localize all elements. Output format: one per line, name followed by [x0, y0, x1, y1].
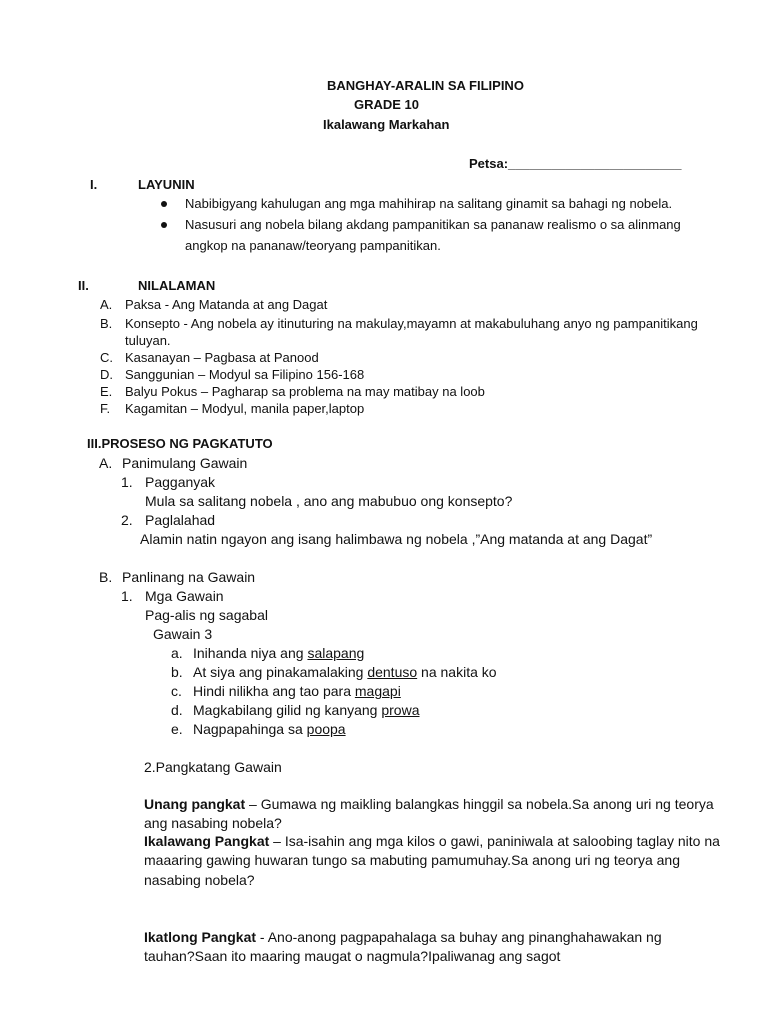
content-item-label: E.	[100, 384, 113, 399]
part-b-label: B.	[99, 569, 113, 585]
gawain-label: Gawain 3	[153, 626, 213, 642]
step-number: 1.	[121, 474, 133, 490]
content-item-label: A.	[100, 297, 113, 312]
exercise-label: d.	[171, 702, 183, 718]
content-item-balyu-pokus: Balyu Pokus – Pagharap sa problema na may matibay na loob	[125, 384, 485, 399]
vocabulary-word: salapang	[307, 645, 365, 661]
exercise-label: b.	[171, 664, 183, 680]
section-1-number: I.	[90, 177, 98, 192]
bullet-icon	[161, 222, 167, 228]
content-item-konsepto-continued: tuluyan.	[125, 333, 171, 348]
objective-1: Nabibigyang kahulugan ang mga mahihirap na salitang ginamit sa bahagi ng nobela.	[185, 196, 673, 211]
group-2-name: Ikalawang Pangkat	[144, 833, 270, 849]
content-item-sanggunian: Sanggunian – Modyul sa Filipino 156-168	[125, 367, 365, 382]
section-2-title: NILALAMAN	[138, 278, 216, 293]
exercise-item: Inihanda niya ang salapang	[193, 645, 365, 661]
exercise-item: Hindi nilikha ang tao para magapi	[193, 683, 401, 699]
part-b-title: Panlinang na Gawain	[122, 569, 256, 585]
content-item-konsepto: Konsepto - Ang nobela ay itinuturing na makulay,mayamn at makabuluhang anyo ng pampanitikang	[125, 316, 698, 331]
paglalahad-title: Paglalahad	[145, 512, 216, 528]
vocabulary-word: magapi	[354, 683, 401, 699]
content-item-kagamitan: Kagamitan – Modyul, manila paper,laptop	[125, 401, 365, 416]
content-item-label: B.	[100, 316, 113, 331]
mga-gawain-title: Mga Gawain	[145, 588, 224, 604]
group-2-line-2: maaaring gawing huwaran tungo sa mabuting pamumuhay.Sa anong uri ng teorya ang	[144, 852, 680, 868]
exercise-label: e.	[171, 721, 183, 737]
group-3-line-1: Ikatlong Pangkat - Ano-anong pagpapahalaga sa buhay ang pinanghahawakan ng	[144, 929, 662, 945]
pagganyak-title: Pagganyak	[145, 474, 216, 490]
objective-2-continued: angkop na pananaw/teoryang pampanitikan.	[185, 238, 441, 253]
doc-title: BANGHAY-ARALIN SA FILIPINO	[327, 78, 524, 93]
section-3-title: III.PROSESO NG PAGKATUTO	[87, 436, 273, 451]
exercise-item: Nagpapahinga sa poopa	[193, 721, 346, 737]
group-3-line-2: tauhan?Saan ito maaring maugat o nagmula?Ipaliwanag ang sagot	[144, 948, 561, 964]
bullet-icon	[161, 201, 167, 207]
group-1-line-1: Unang pangkat – Gumawa ng maikling balangkas hinggil sa nobela.Sa anong uri ng teorya	[144, 796, 714, 812]
vocabulary-word: poopa	[306, 721, 346, 737]
part-a-label: A.	[99, 455, 113, 471]
exercise-label: c.	[171, 683, 182, 699]
doc-grade: GRADE 10	[354, 97, 420, 112]
pag-alis-ng-sagabal: Pag-alis ng sagabal	[145, 607, 268, 623]
paglalahad-text: Alamin natin ngayon ang isang halimbawa ng nobela ,”Ang matanda at ang Dagat”	[140, 531, 653, 547]
step-number: 1.	[121, 588, 133, 604]
exercise-item: Magkabilang gilid ng kanyang prowa	[193, 702, 420, 718]
group-1-line-2: ang nasabing nobela?	[144, 815, 282, 831]
step-number: 2.	[121, 512, 133, 528]
section-2-number: II.	[78, 278, 89, 293]
vocabulary-word: prowa	[381, 702, 420, 718]
group-2-line-3: nasabing nobela?	[144, 872, 255, 888]
doc-quarter: Ikalawang Markahan	[323, 117, 450, 132]
pangkatang-gawain-title: 2.Pangkatang Gawain	[144, 759, 282, 775]
content-item-kasanayan: Kasanayan – Pagbasa at Panood	[125, 350, 319, 365]
vocabulary-word: dentuso	[367, 664, 418, 680]
objective-2: Nasusuri ang nobela bilang akdang pampanitikan sa pananaw realismo o sa alinmang	[185, 217, 681, 232]
content-item-label: C.	[100, 350, 113, 365]
exercise-label: a.	[171, 645, 183, 661]
group-3-name: Ikatlong Pangkat	[144, 929, 257, 945]
part-a-title: Panimulang Gawain	[122, 455, 248, 471]
group-2-line-1: Ikalawang Pangkat – Isa-isahin ang mga kilos o gawi, paniniwala at saloobing taglay nito na	[144, 833, 720, 849]
content-item-label: F.	[100, 401, 111, 416]
section-1-title: LAYUNIN	[138, 177, 195, 192]
content-item-paksa: Paksa - Ang Matanda at ang Dagat	[125, 297, 328, 312]
pagganyak-text: Mula sa salitang nobela , ano ang mabubuo ong konsepto?	[145, 493, 513, 509]
date-label: Petsa:________________________	[469, 156, 682, 171]
exercise-item: At siya ang pinakamalaking dentuso na nakita ko	[193, 664, 497, 680]
group-1-name: Unang pangkat	[144, 796, 246, 812]
content-item-label: D.	[100, 367, 113, 382]
